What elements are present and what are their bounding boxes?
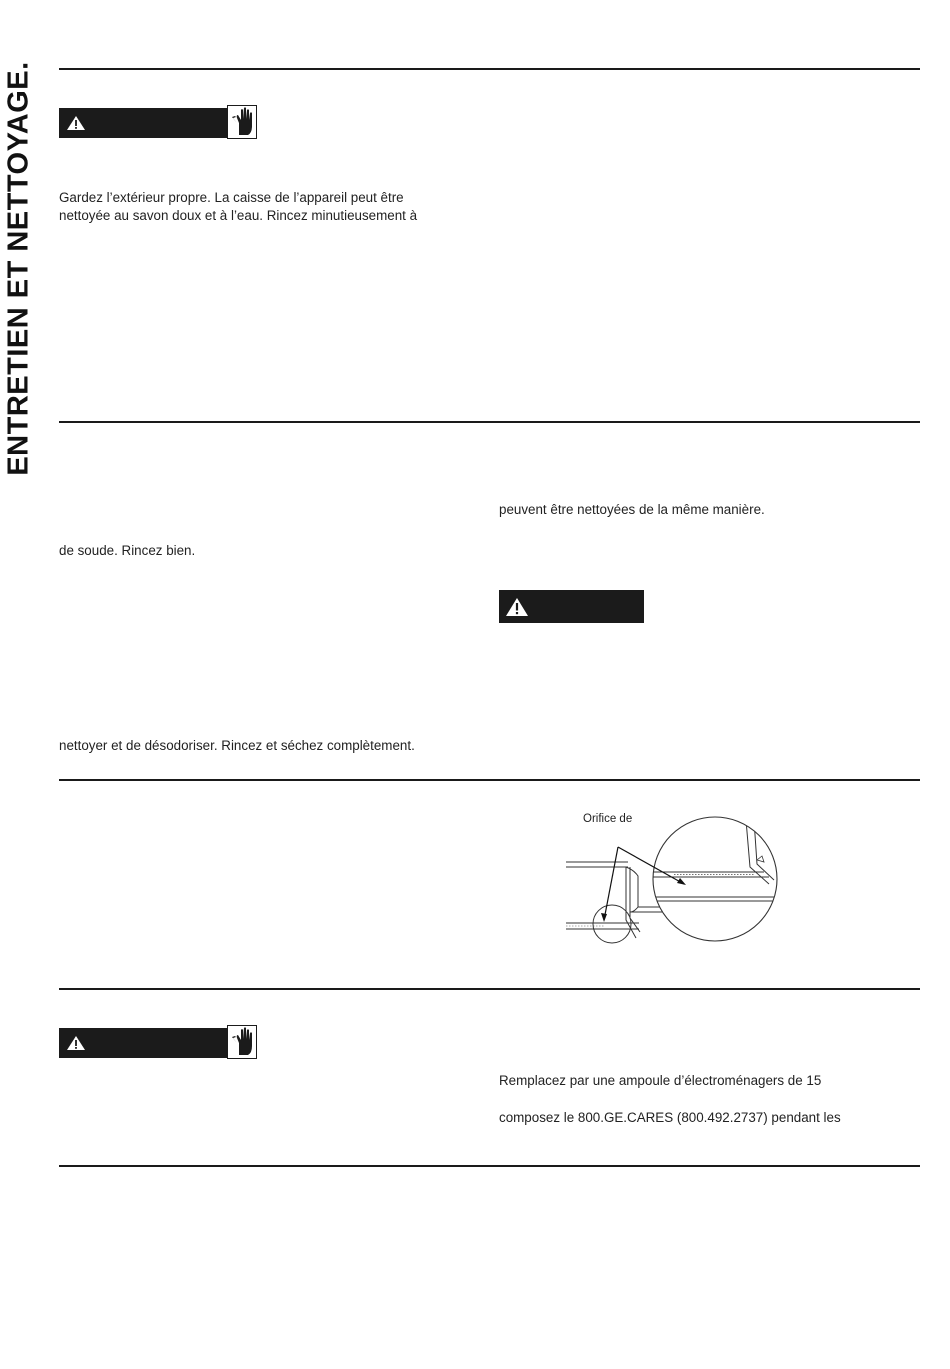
warning-triangle-icon <box>505 597 529 617</box>
section-rule-top <box>59 68 920 70</box>
side-title <box>0 34 38 502</box>
warning-triangle-icon <box>66 115 86 131</box>
light-right-line2: composez le 800.GE.CARES (800.492.2737) pendant les <box>499 1110 841 1125</box>
warning-triangle-icon <box>66 1035 86 1051</box>
light-right-line1: Remplacez par une ampoule d’électroménagers de 15 <box>499 1073 822 1088</box>
drain-figure-label: Orifice de <box>583 813 633 825</box>
interior-left-line1: de soude. Rincez bien. <box>59 543 196 558</box>
warning-bar-interior <box>499 590 644 623</box>
side-title-text: ENTRETIEN ET NETTOYAGE. <box>2 60 35 476</box>
interior-left-line2: nettoyer et de désodoriser. Rincez et séchez complètement. <box>59 738 415 753</box>
warning-bar-light <box>59 1028 227 1058</box>
interior-right-line1: peuvent être nettoyées de la même manière. <box>499 502 765 517</box>
section-rule-interior <box>59 421 920 423</box>
electric-shock-hand-icon <box>227 105 257 139</box>
exterior-paragraph-line1: Gardez l’extérieur propre. La caisse de l’appareil peut être <box>59 190 404 205</box>
section-rule-drain <box>59 779 920 781</box>
exterior-paragraph-line2: nettoyée au savon doux et à l’eau. Rincez minutieusement à <box>59 208 418 223</box>
warning-bar-exterior <box>59 108 227 138</box>
electric-shock-hand-icon <box>227 1025 257 1059</box>
section-rule-bottom <box>59 1165 920 1167</box>
section-rule-light <box>59 988 920 990</box>
drain-hole-illustration <box>564 812 794 952</box>
